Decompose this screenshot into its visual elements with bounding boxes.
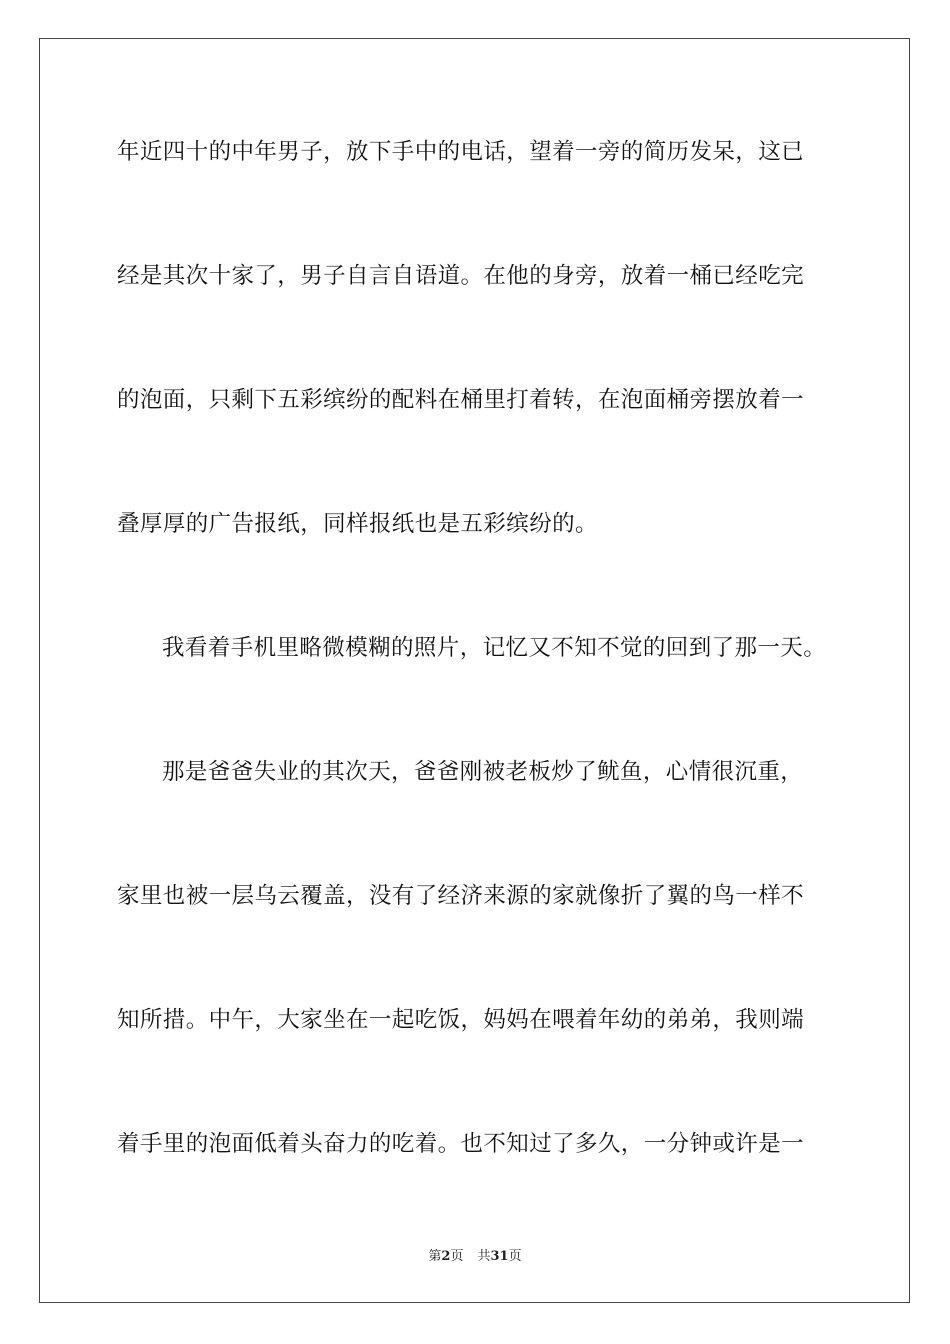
text-line: 经是其次十家了，男子自言自语道。在他的身旁，放着一桶已经吃完 [117,263,805,289]
text-line: 知所措。中午，大家坐在一起吃饭，妈妈在喂着年幼的弟弟，我则端 [117,1007,805,1033]
text-line: 家里也被一层乌云覆盖，没有了经济来源的家就像折了翼的鸟一样不 [117,883,805,909]
total-suffix: 页 [508,1249,522,1264]
page-suffix: 页 [450,1249,464,1264]
page-prefix: 第 [428,1249,442,1264]
text-line: 的泡面，只剩下五彩缤纷的配料在桶里打着转，在泡面桶旁摆放着一 [117,387,805,413]
paragraph-first-line: 那是爸爸失业的其次天，爸爸刚被老板炒了鱿鱼，心情很沉重， [162,759,804,785]
text-line: 着手里的泡面低着头奋力的吃着。也不知过了多久，一分钟或许是一 [117,1131,805,1157]
paragraph-first-line: 我看着手机里略微模糊的照片，记忆又不知不觉的回到了那一天。 [162,635,827,661]
total-prefix: 共 [477,1249,491,1264]
total-pages: 31 [490,1249,509,1264]
text-line: 年近四十的中年男子，放下手中的电话，望着一旁的简历发呆，这已 [117,139,805,165]
page-border [39,38,910,1303]
text-line: 叠厚厚的广告报纸，同样报纸也是五彩缤纷的。 [117,511,598,537]
page-footer [0,1248,950,1266]
page-number: 2 [441,1249,451,1264]
